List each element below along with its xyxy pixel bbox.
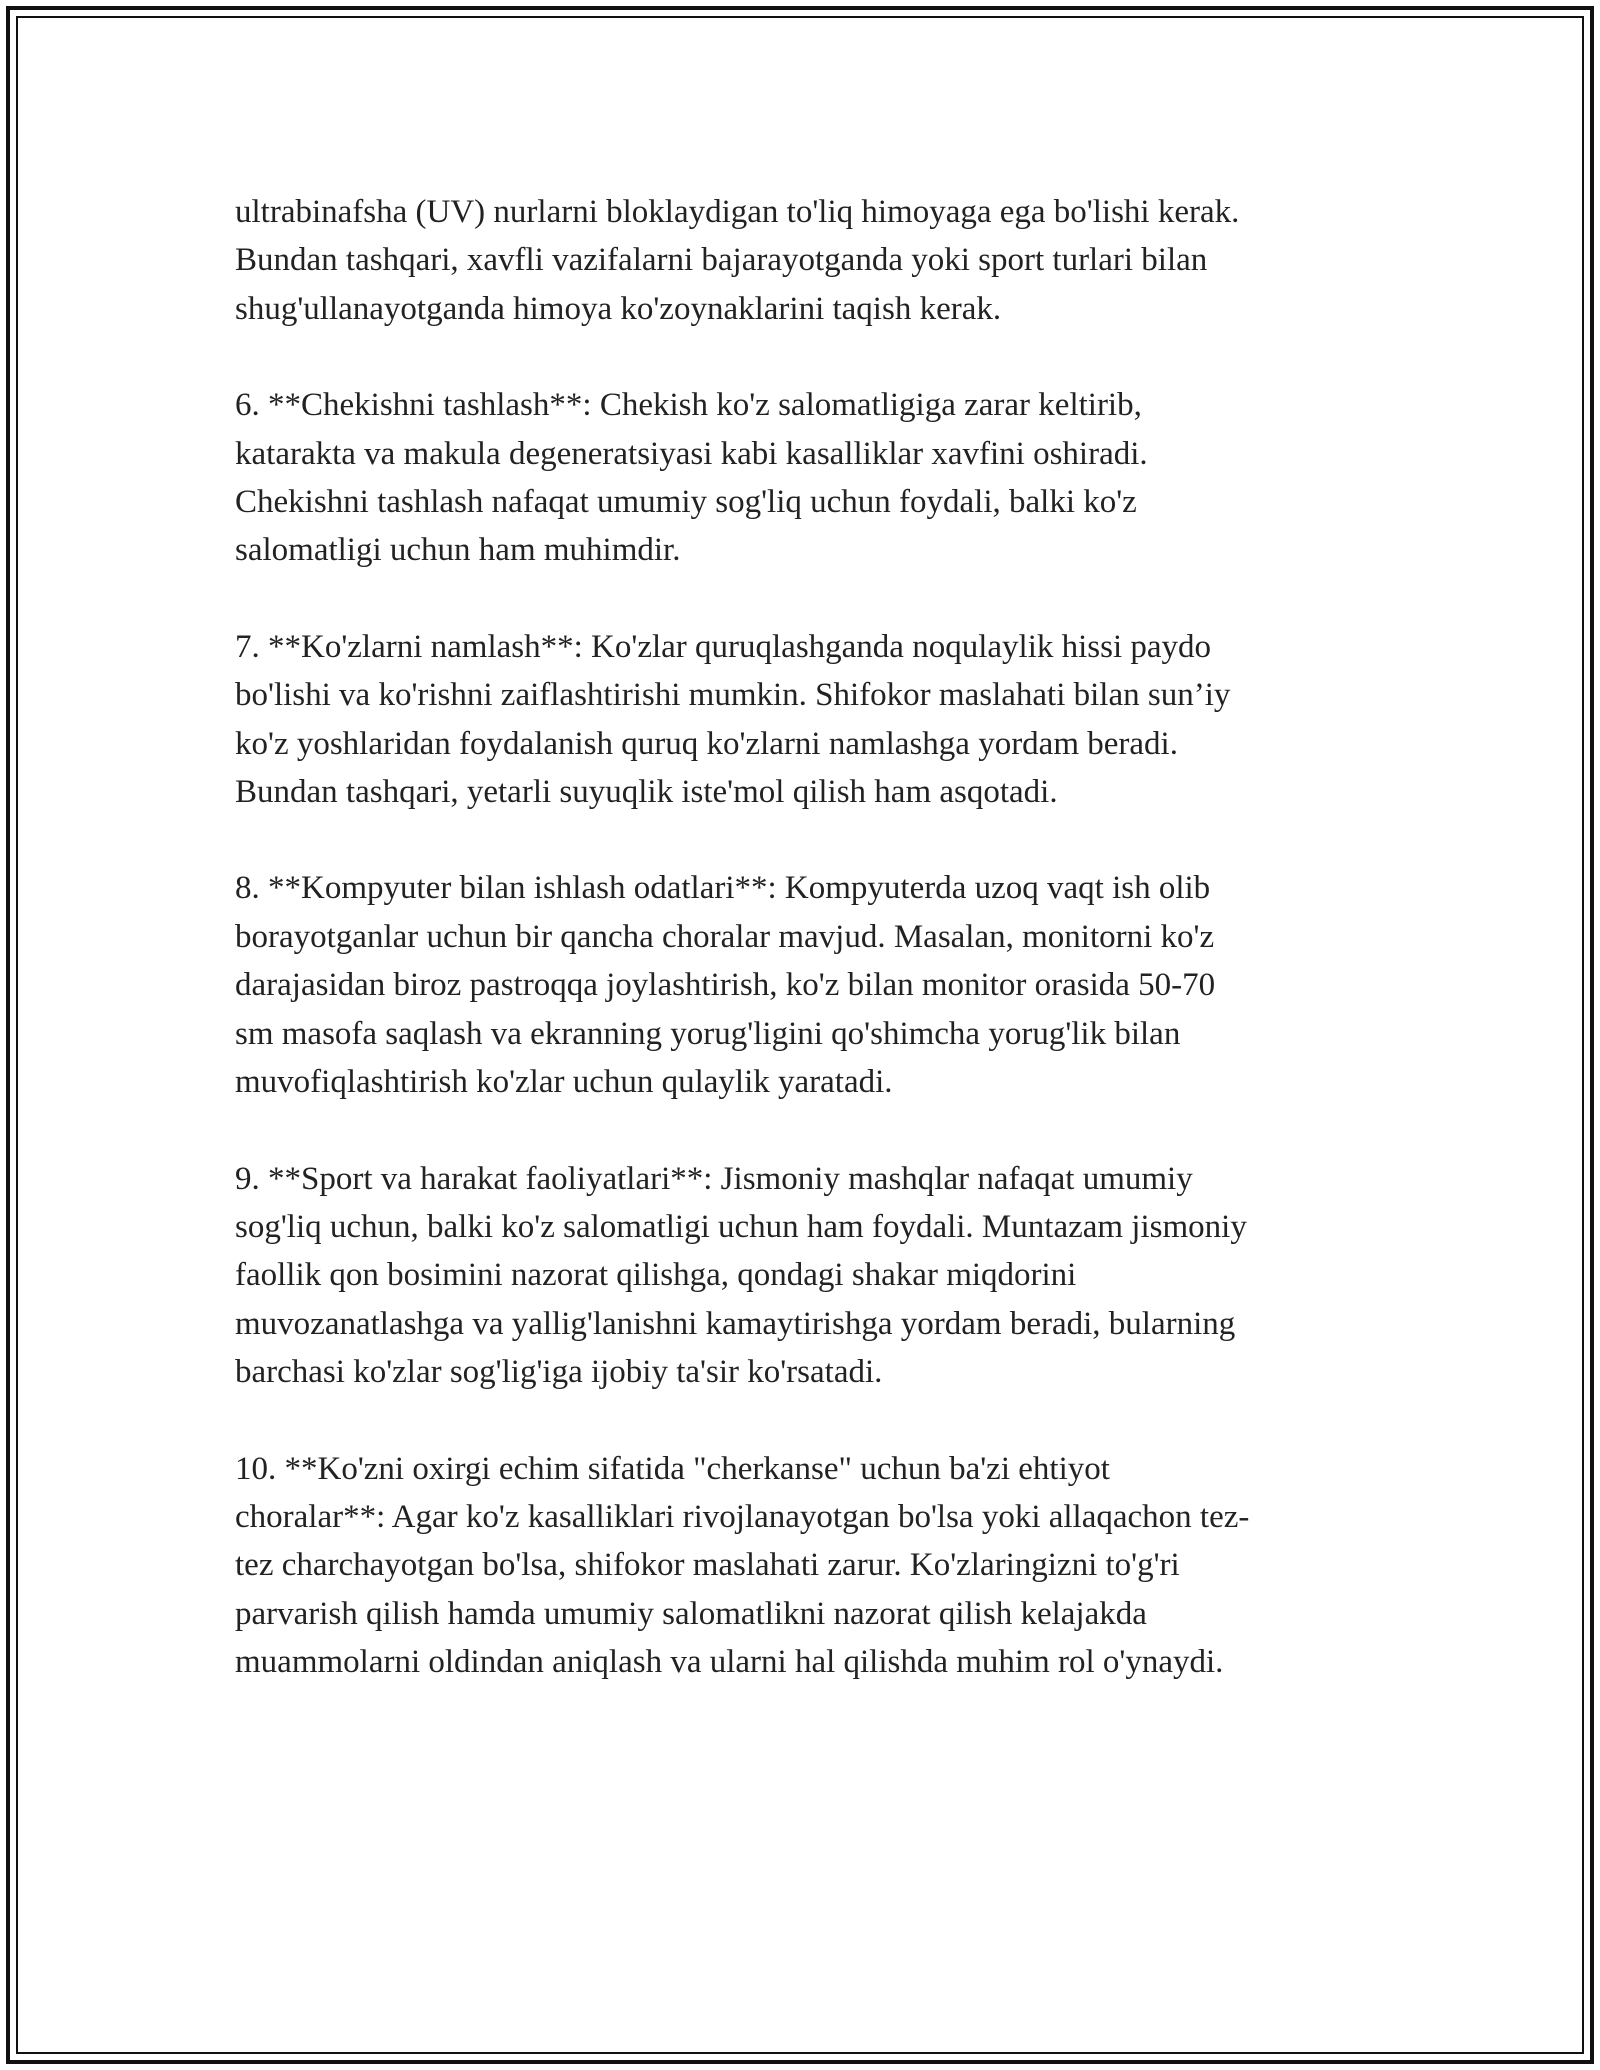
paragraph-eye-moisturizing: 7. **Ko'zlarni namlash**: Ko'zlar quruqlashganda noqulaylik hissi paydo bo'lishi va ko'rishni zaiflashtirishi mumkin. Shifokor maslahati bilan sun’iy ko'z yoshlaridan foydalanish quruq ko'zlarni namlashga yordam beradi. Bundan tashqari, yetarli suyuqlik iste'mol qilish ham asqotadi. (235, 628, 1231, 811)
paragraph-uv-protection: ultrabinafsha (UV) nurlarni bloklaydigan to'liq himoyaga ega bo'lishi kerak. Bundan tashqari, xavfli vazifalarni bajarayotganda yoki sport turlari bilan shug'ullanayotganda himoya ko'zoynaklarini taqish kerak. (235, 194, 1240, 327)
paragraph-sport-activities: 9. **Sport va harakat faoliyatlari**: Jismoniy mashqlar nafaqat umumiy sog'liq uchun, balki ko'z salomatligi uchun ham foydali. Muntazam jismoniy faollik qon bosimini nazorat qilishga, qondagi shakar miqdorini muvozanatlashga va yallig'lanishni kamaytirishga yordam beradi, bularning barchasi ko'zlar sog'lig'iga ijobiy ta'sir ko'rsatadi. (235, 1160, 1247, 1391)
paragraph-precautions: 10. **Ko'zni oxirgi echim sifatida "cherkanse" uchun ba'zi ehtiyot choralar**: Agar ko'z kasalliklari rivojlanayotgan bo'lsa yoki allaqachon tez- tez charchayotgan bo'lsa, shifokor maslahati zarur. Ko'zlaringizni to'g'ri parvarish qilish hamda umumiy salomatlikni nazorat qilish kelajakda muammolarni oldindan aniqlash va ularni hal qilishda muhim rol o'ynaydi. (235, 1450, 1250, 1681)
document-body (235, 188, 1370, 1735)
paragraph-quit-smoking: 6. **Chekishni tashlash**: Chekish ko'z salomatligiga zarar keltirib, katarakta va makula degeneratsiyasi kabi kasalliklar xavfini oshiradi. Chekishni tashlash nafaqat umumiy sog'liq uchun foydali, balki ko'z salomatligi uchun ham muhimdir. (235, 387, 1148, 569)
paragraph-computer-habits: 8. **Kompyuter bilan ishlash odatlari**: Kompyuterda uzoq vaqt ish olib borayotganlar uchun bir qancha choralar mavjud. Masalan, monitorni ko'z darajasidan biroz pastroqqa joylashtirish, ko'z bilan monitor orasida 50-70 sm masofa saqlash va ekranning yorug'ligini qo'shimcha yorug'lik bilan muvofiqlashtirish ko'zlar uchun qulaylik yaratadi. (235, 870, 1216, 1101)
